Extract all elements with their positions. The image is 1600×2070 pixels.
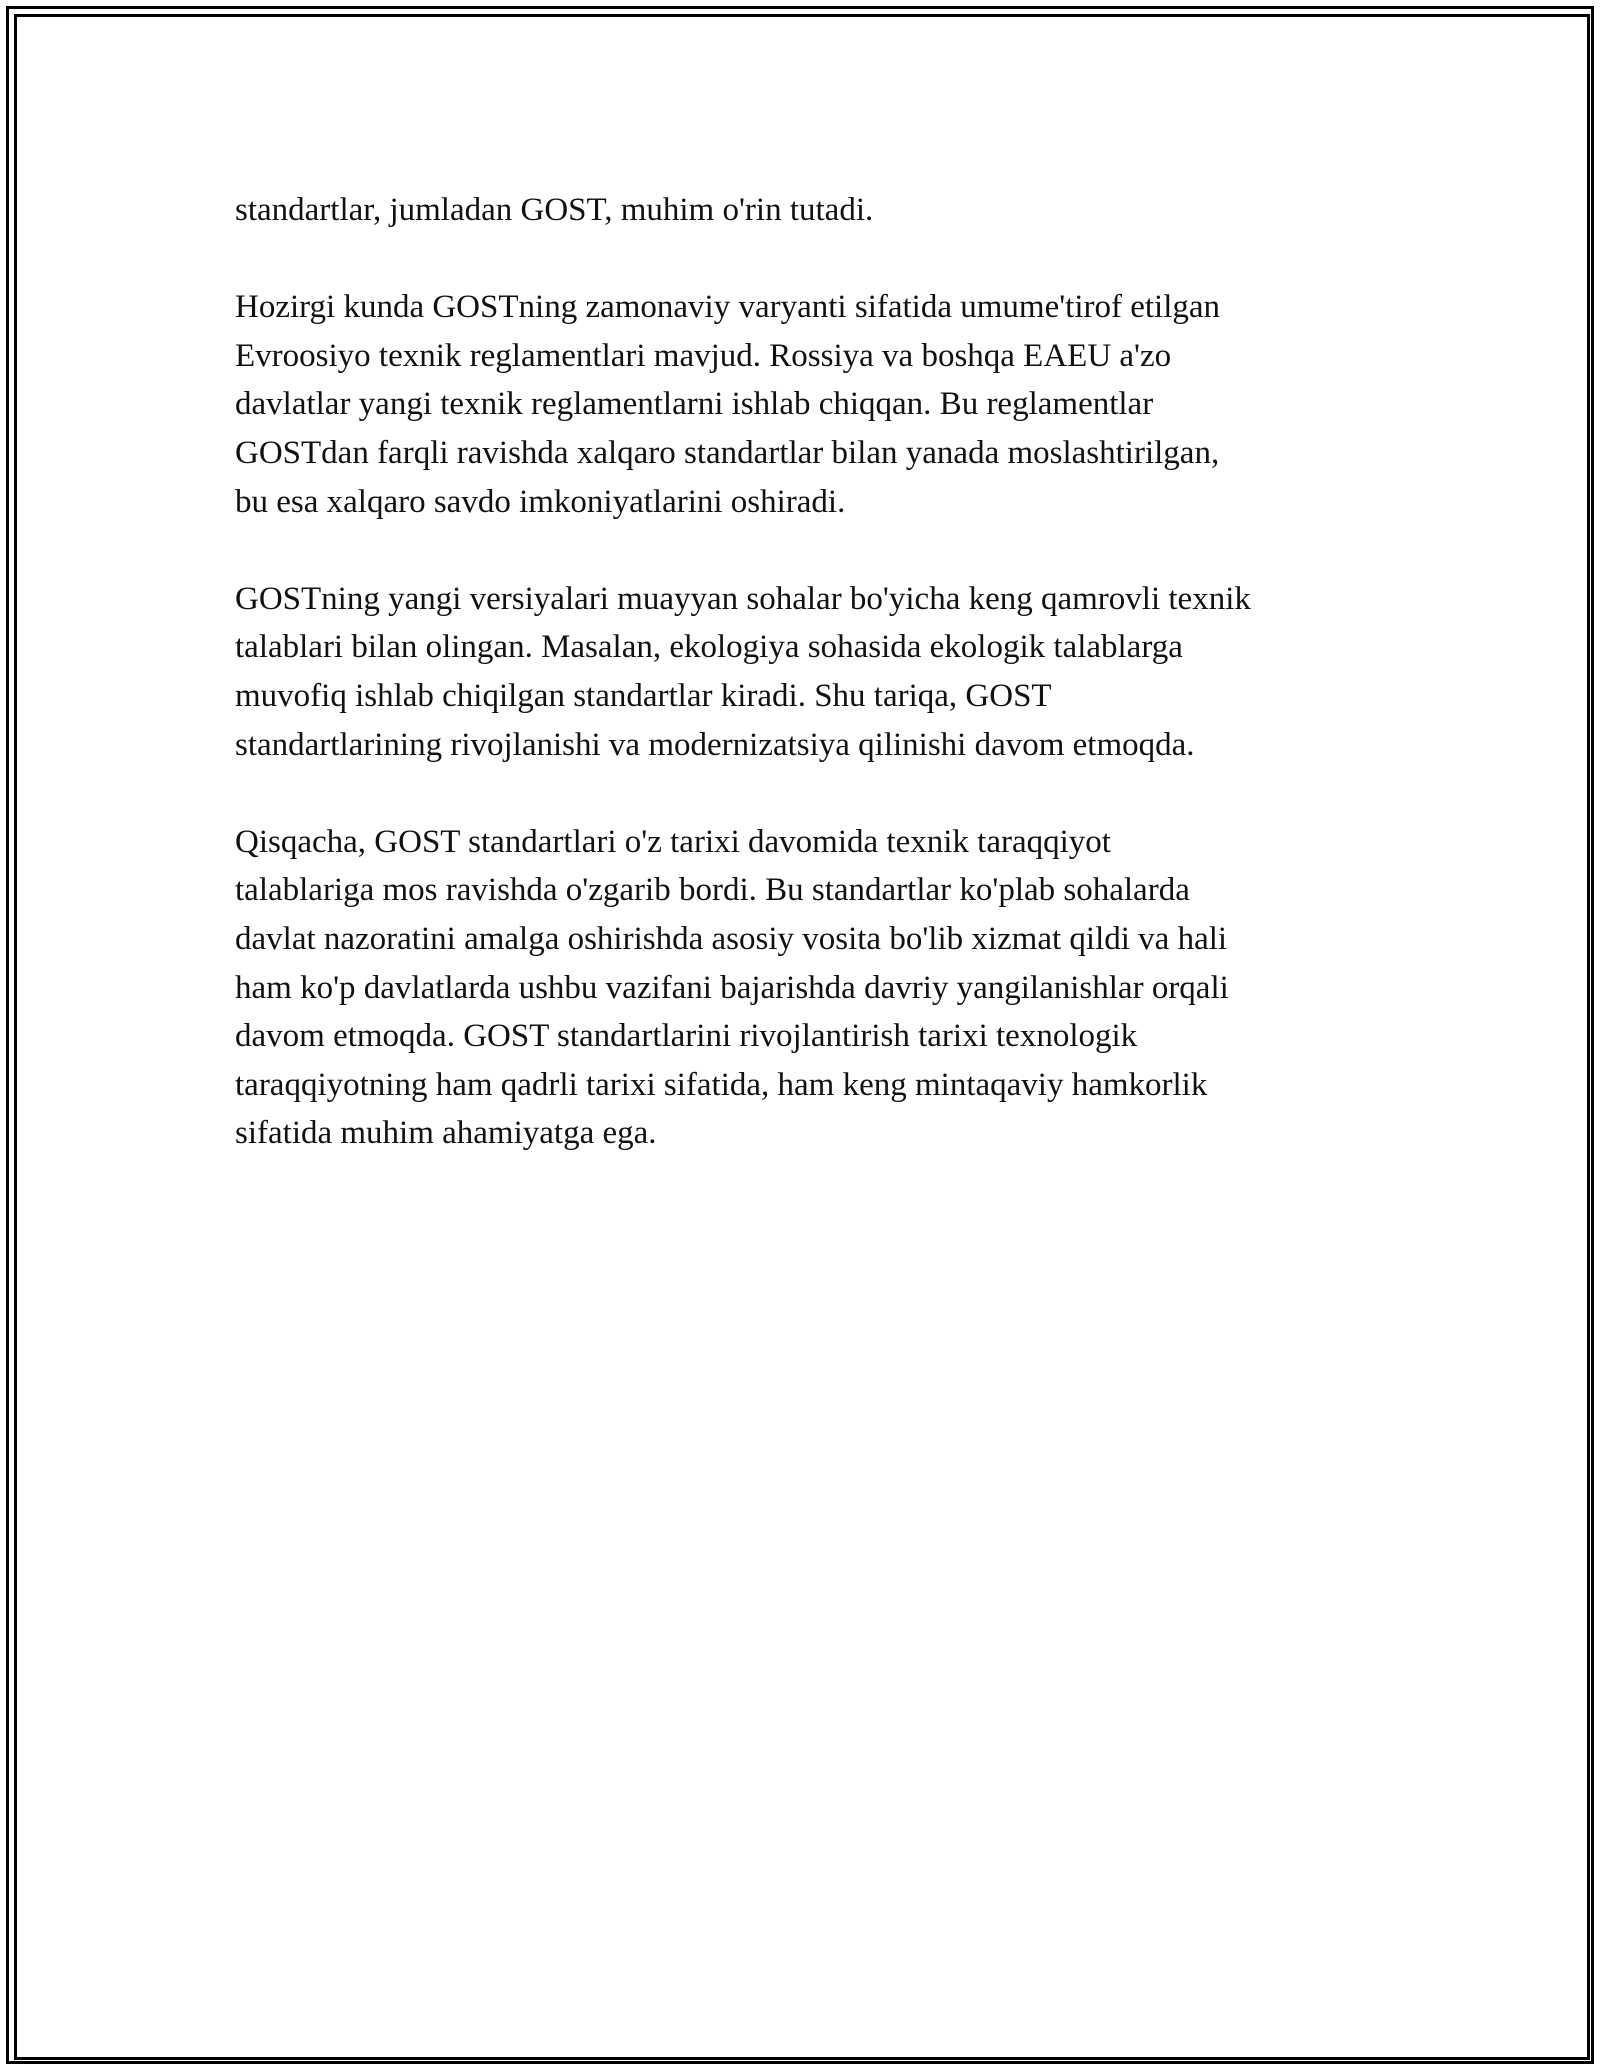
paragraph-1: standartlar, jumladan GOST, muhim o'rin tutadi. — [235, 192, 874, 228]
paragraph-4: Qisqacha, GOST standartlari o'z tarixi davomida texnik taraqqiyot talablariga mos ravishda o'zgarib bordi. Bu standartlar ko'plab sohalarda davlat nazoratini amalga oshirishda asosiy vosita bo'lib xizmat qildi va hali ham ko'p davlatlarda ushbu vazifani bajarishda davriy yangilanishlar orqali davom etmoqda. GOST standartlarini rivojlantirish tarixi texnologik taraqqiyotning ham qadrli tarixi sifatida, ham keng mintaqaviy hamkorlik sifatida muhim ahamiyatga ega. — [235, 823, 1229, 1152]
paragraph-3: GOSTning yangi versiyalari muayyan sohalar bo'yicha keng qamrovli texnik talablari bilan olingan. Masalan, ekologiya sohasida ekologik talablarga muvofiq ishlab chiqilgan standartlar kiradi. Shu tariqa, GOST standartlarining rivojlanishi va modernizatsiya qilinishi davom etmoqda. — [235, 580, 1251, 763]
document-body — [235, 186, 1385, 1206]
paragraph-2: Hozirgi kunda GOSTning zamonaviy varyanti sifatida umume'tirof etilgan Evroosiyo texnik reglamentlari mavjud. Rossiya va boshqa EAEU a'zo davlatlar yangi texnik reglamentlarni ishlab chiqqan. Bu reglamentlar GOSTdan farqli ravishda xalqaro standartlar bilan yanada moslashtirilgan, bu esa xalqaro savdo imkoniyatlarini oshiradi. — [235, 289, 1221, 520]
